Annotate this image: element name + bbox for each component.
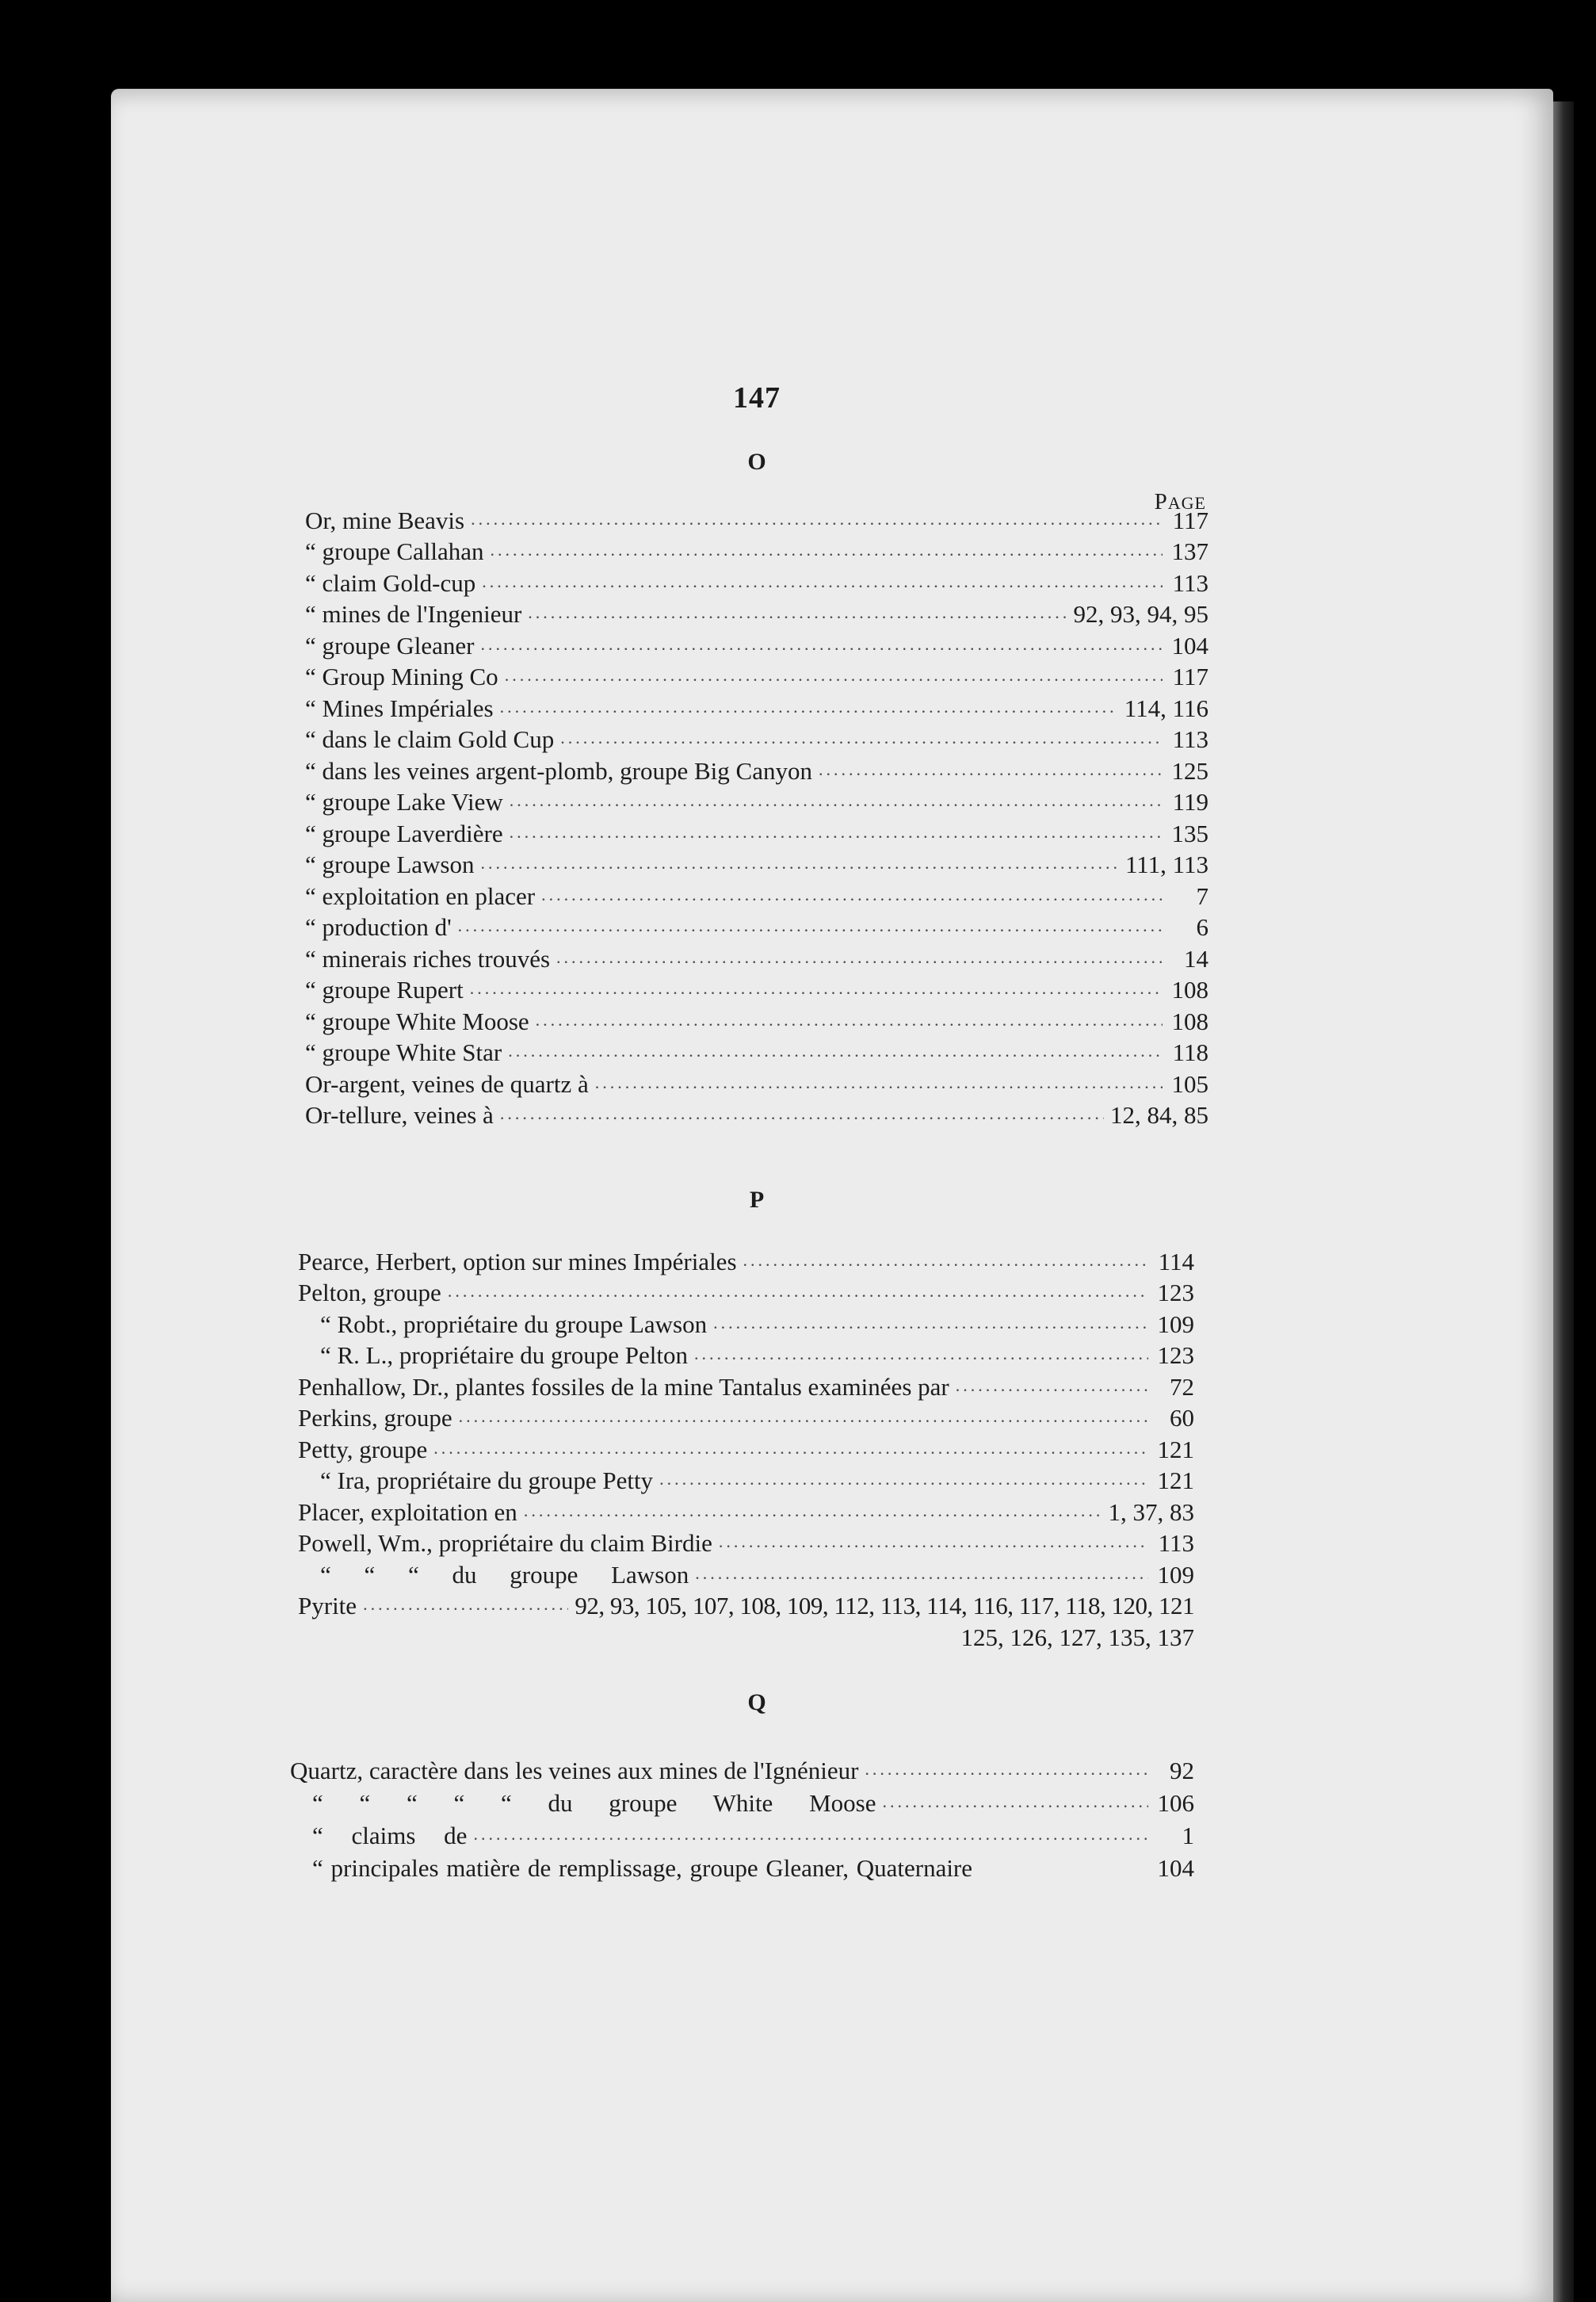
index-entry [298,1274,1194,1306]
entry-pages: 105 [1171,1069,1208,1098]
entry-pages: 104 [1171,631,1208,660]
index-entry-continuation [298,1618,1194,1650]
entry-text: “ claims de [312,1822,468,1849]
dot-leader [595,1073,1163,1093]
index-entry [305,1065,1208,1096]
entry-text: “ groupe Rupert [305,976,464,1004]
dot-leader [819,759,1163,780]
dot-leader [473,1824,1148,1845]
entry-pages: 92, 93, 105, 107, 108, 109, 112, 113, 114, 116, 117, 118, 120, 121 [575,1592,1194,1619]
entry-text: “ claim Gold-cup [305,568,476,597]
entry-pages: 121 [1157,1466,1194,1494]
index-entry [305,846,1208,878]
page-column-heading-cap: P [1154,489,1168,514]
dot-leader [459,1406,1148,1427]
index-entry [298,1430,1194,1462]
entry-text: Or-argent, veines de quartz à [305,1069,589,1098]
index-entry [305,721,1208,752]
entry-pages: 108 [1171,976,1208,1004]
index-entry [298,1367,1194,1399]
entry-pages: 117 [1172,506,1208,534]
index-entry [305,783,1208,815]
dot-leader [482,572,1163,592]
index-entry [305,1034,1208,1065]
dot-leader [541,885,1163,905]
entry-text: Quartz, caractère dans les veines aux mines de l'Ignénieur [290,1757,859,1784]
index-entry [290,1783,1194,1815]
entry-pages: 137 [1171,537,1208,565]
entry-pages: 118 [1172,1038,1208,1066]
page-edge [1553,101,1574,2302]
entry-pages: 114, 116 [1124,694,1208,722]
entry-pages: 113 [1158,1529,1194,1557]
entry-text: “ minerais riches trouvés [305,944,551,973]
entry-pages: 119 [1172,788,1208,816]
entry-pages: 113 [1172,725,1208,753]
dot-leader [491,540,1163,560]
index-entry [298,1462,1194,1493]
entry-text: “ exploitation en placer [305,881,536,910]
dot-leader [556,947,1163,968]
dot-leader [500,697,1118,717]
dot-leader [743,1250,1148,1271]
entry-pages: 14 [1184,944,1208,973]
index-entry [305,908,1208,940]
entry-text: “ “ “ du groupe Lawson [320,1560,689,1589]
index-section-p [298,1242,1194,1650]
index-entry [305,751,1208,783]
dot-leader [536,1010,1163,1031]
entry-pages: 6 [1196,913,1208,941]
entry-text: “ Robt., propriétaire du groupe Lawson [320,1310,708,1338]
entry-pages: 123 [1157,1341,1194,1369]
dot-leader [719,1531,1148,1552]
dot-leader [524,1501,1102,1521]
entry-text: Pelton, groupe [298,1279,441,1306]
dot-leader [510,790,1163,811]
entry-text: Petty, groupe [298,1435,428,1463]
entry-pages: 111, 113 [1124,851,1208,878]
dot-leader [480,634,1163,655]
dot-leader [363,1594,568,1615]
index-entry [298,1493,1194,1524]
entry-pages: 123 [1157,1279,1194,1306]
index-entry [305,814,1208,846]
entry-text: “ groupe Lawson [305,851,475,878]
index-entry [298,1399,1194,1431]
entry-pages: 1 [1182,1822,1194,1849]
entry-pages: 72 [1170,1372,1194,1401]
dot-leader [659,1469,1148,1489]
entry-pages: 92 [1170,1757,1194,1784]
entry-pages: 7 [1196,881,1208,910]
entry-text: “ Mines Impériales [305,694,494,722]
dot-leader [956,1375,1148,1396]
entry-text: Or, mine Beavis [305,506,465,534]
entry-pages: 106 [1157,1789,1194,1817]
entry-text: “ production d' [305,913,452,941]
index-entry [290,1750,1194,1783]
section-letter-q: Q [747,1689,766,1715]
entry-pages: 135 [1171,819,1208,847]
entry-text: “ mines de l'Ingenieur [305,600,522,628]
entry-text: Or-tellure, veines à [305,1101,494,1129]
index-entry [305,939,1208,971]
entry-text: “ dans les veines argent-plomb, groupe Big Canyon [305,756,812,785]
dot-leader [500,1103,1104,1124]
index-entry [298,1336,1194,1368]
index-section-o [305,501,1208,1127]
entry-pages: 109 [1157,1560,1194,1589]
section-letter-p: P [749,1187,765,1213]
entry-pages: 1, 37, 83 [1108,1497,1194,1526]
entry-pages: 60 [1170,1404,1194,1432]
index-entry [305,533,1208,564]
entry-text: “ groupe White Moose [305,1007,529,1035]
index-entry [298,1555,1194,1587]
dot-leader [882,1792,1148,1812]
entry-text: “ groupe Gleaner [305,631,475,660]
index-entry [305,877,1208,908]
index-entry [305,1002,1208,1034]
dot-leader [471,509,1163,530]
entry-text: Perkins, groupe [298,1404,452,1432]
entry-text: “ principales matière de remplissage, groupe Gleaner, Quaternaire [312,1854,973,1882]
dot-leader [865,1759,1148,1780]
dot-leader [510,822,1163,843]
dot-leader [448,1281,1148,1302]
index-section-q [290,1750,1194,1880]
entry-pages: 12, 84, 85 [1110,1101,1208,1129]
dot-leader [481,853,1119,874]
entry-text: “ groupe Laverdière [305,819,503,847]
index-entry [305,626,1208,658]
entry-text: Placer, exploitation en [298,1497,517,1526]
index-entry [305,971,1208,1003]
dot-leader [560,728,1163,748]
dot-leader [694,1344,1148,1364]
dot-leader [713,1313,1148,1333]
dot-leader [470,978,1163,999]
entry-pages: 113 [1172,568,1208,597]
index-entry [305,689,1208,721]
index-entry [305,564,1208,595]
dot-leader [695,1563,1148,1584]
index-entry [298,1305,1194,1336]
index-entry [290,1815,1194,1848]
entry-pages: 121 [1157,1435,1194,1463]
entry-text: “ dans le claim Gold Cup [305,725,555,753]
entry-pages: 117 [1172,663,1208,690]
section-letter-o: O [747,449,766,475]
entry-pages: 125, 126, 127, 135, 137 [960,1623,1194,1651]
entry-text: Pyrite [298,1592,357,1619]
entry-text: Penhallow, Dr., plantes fossiles de la mine Tantalus examinées par [298,1372,949,1401]
entry-text: Powell, Wm., propriétaire du claim Birdie [298,1529,712,1557]
index-entry [290,1848,1194,1880]
page-number: 147 [733,381,781,415]
index-entry [298,1242,1194,1274]
entry-pages: 114 [1158,1247,1194,1275]
dot-leader [508,1041,1163,1061]
index-entry [305,595,1208,627]
entry-pages: 104 [1157,1854,1194,1882]
entry-text: “ R. L., propriétaire du groupe Pelton [320,1341,689,1369]
entry-text: “ Group Mining Co [305,663,498,690]
index-entry [305,1096,1208,1128]
index-entry [298,1524,1194,1556]
index-entry [298,1587,1194,1619]
index-entry [305,501,1208,533]
entry-text: “ “ “ “ “ du groupe White Moose [312,1789,876,1817]
entry-text: “ groupe Lake View [305,788,503,816]
entry-text: “ groupe White Star [305,1038,502,1066]
dot-leader [433,1438,1148,1459]
entry-text: “ groupe Callahan [305,537,484,565]
index-entry [305,658,1208,690]
dot-leader [458,916,1163,936]
entry-pages: 109 [1157,1310,1194,1338]
entry-pages: 92, 93, 94, 95 [1073,600,1208,628]
entry-pages: 108 [1171,1007,1208,1035]
entry-text: Pearce, Herbert, option sur mines Impériales [298,1247,737,1275]
dot-leader [505,665,1163,686]
entry-pages: 125 [1171,756,1208,785]
entry-text: “ Ira, propriétaire du groupe Petty [320,1466,654,1494]
dot-leader [528,602,1067,623]
page-column-heading-rest: AGE [1167,493,1206,513]
